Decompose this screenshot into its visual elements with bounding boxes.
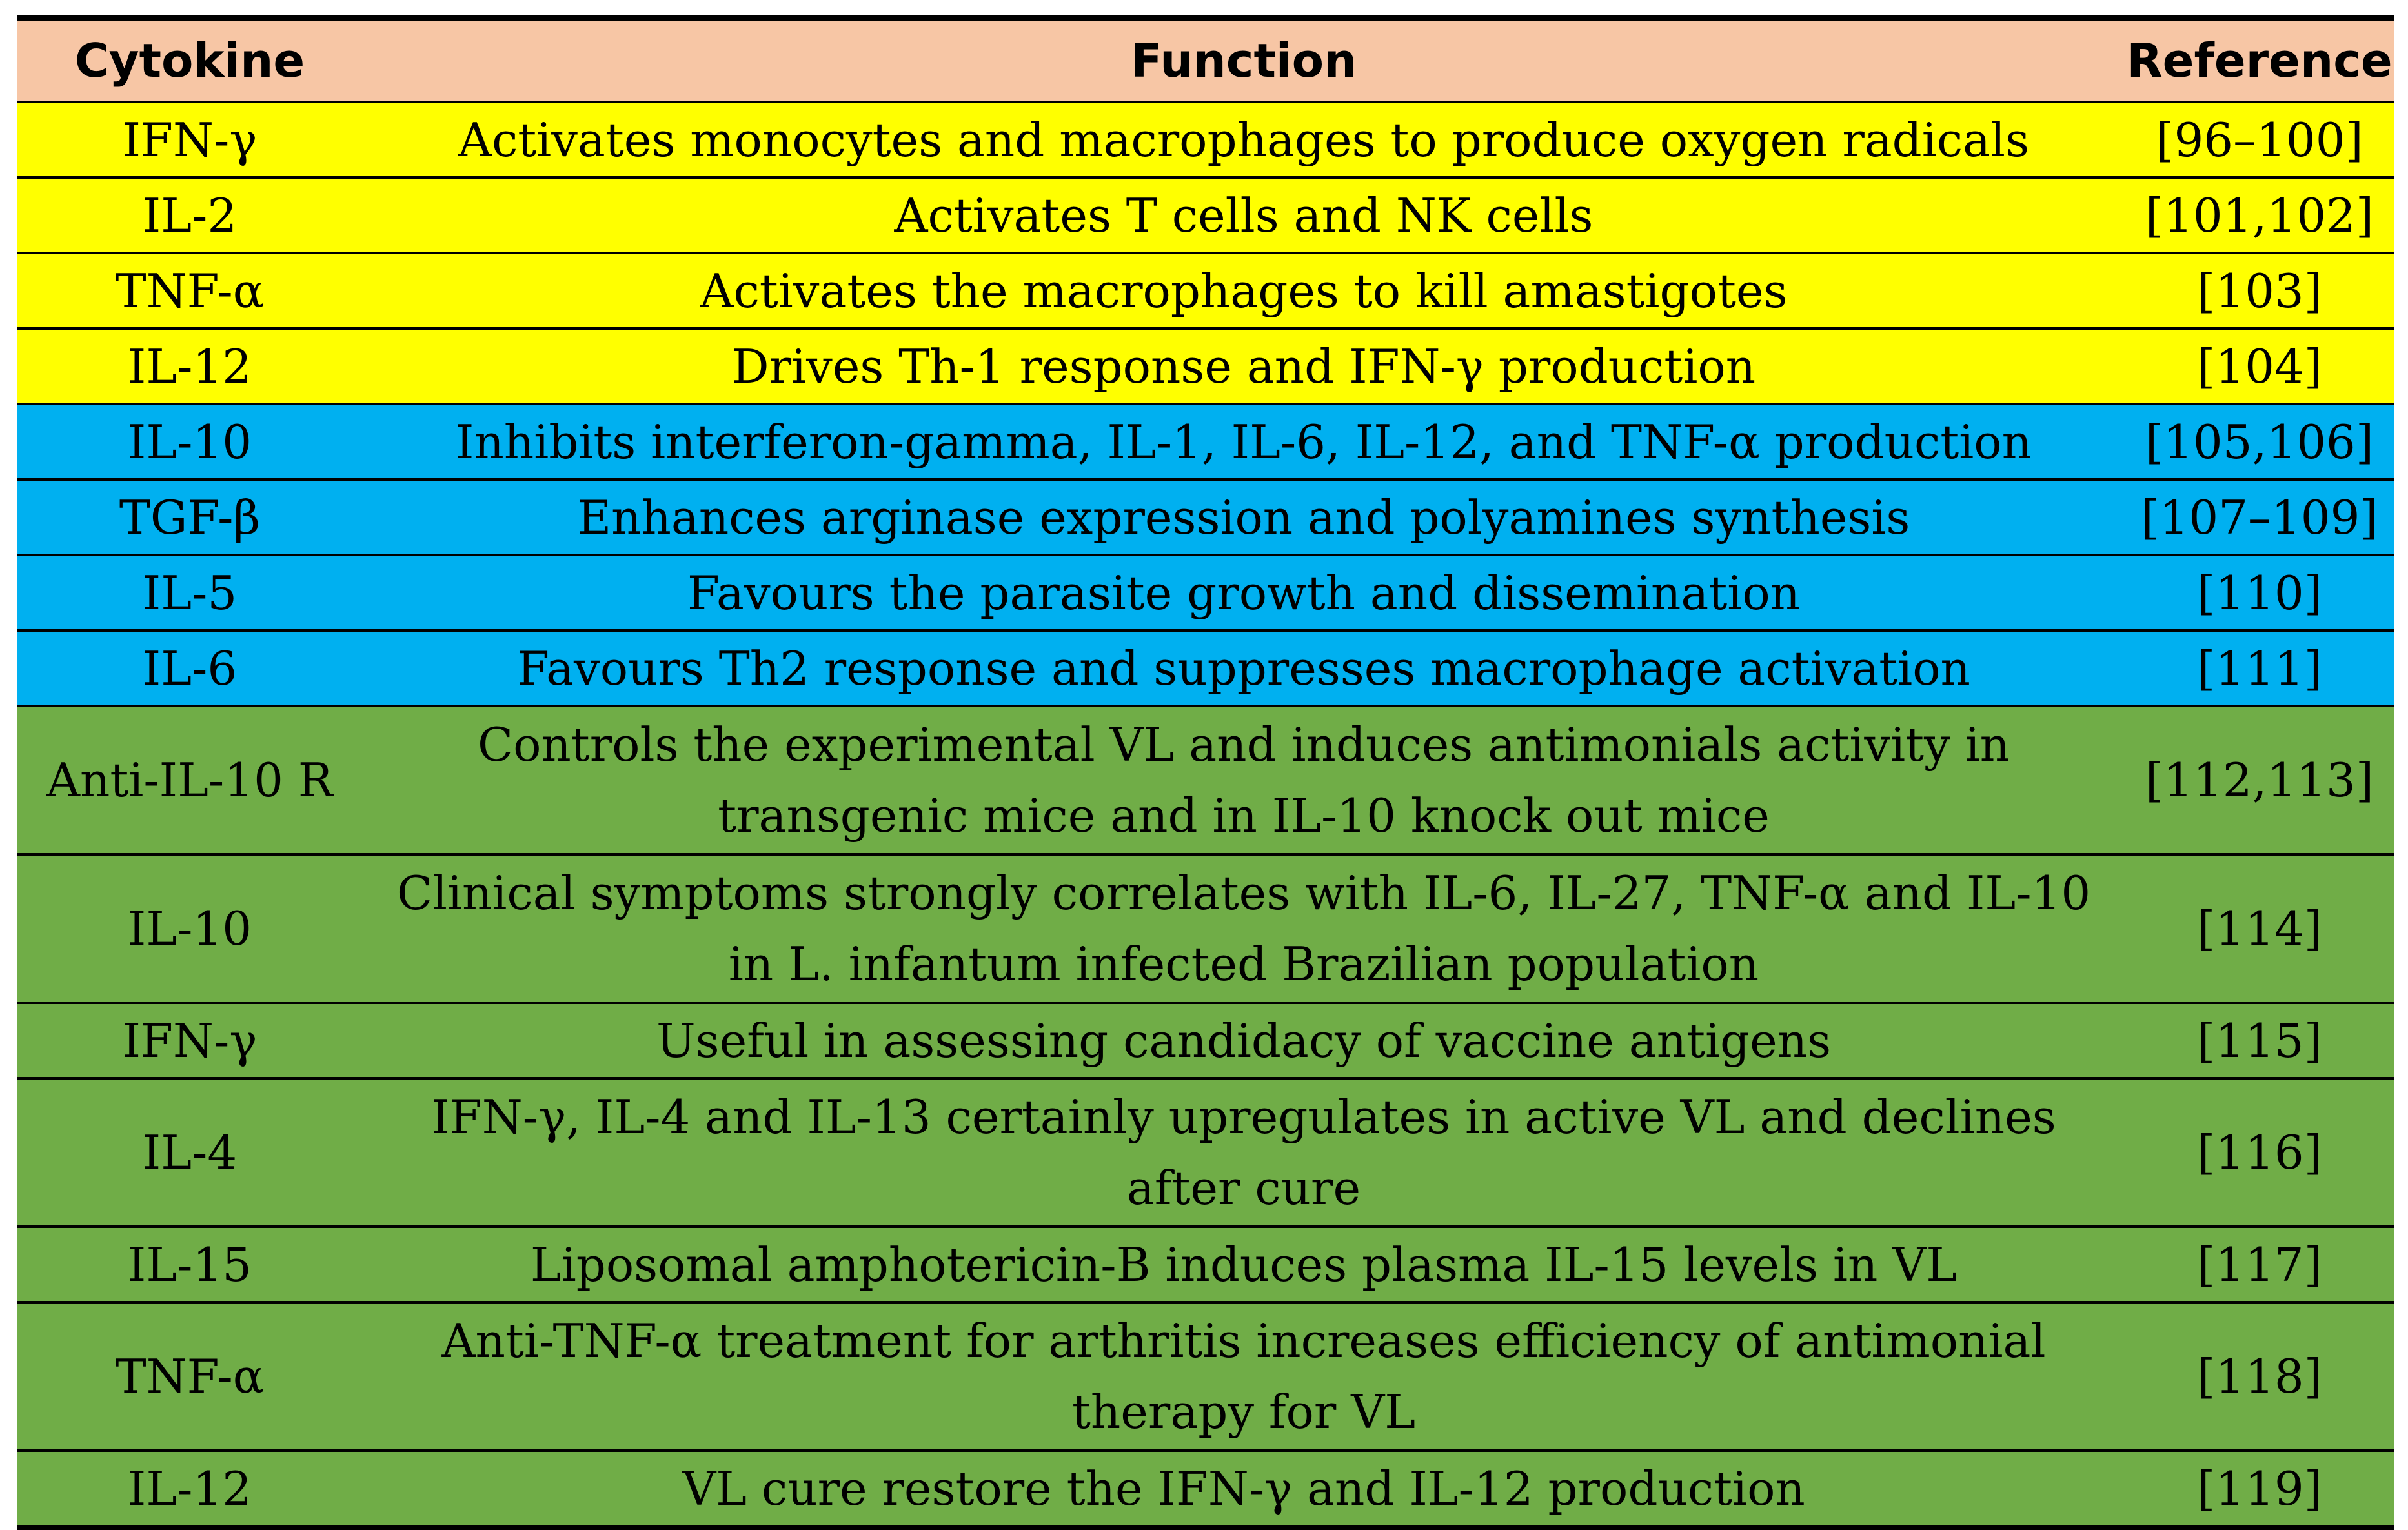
- cell-function: IFN-γ, IL-4 and IL-13 certainly upregulates in active VL and declines after cure: [363, 1078, 2125, 1227]
- cell-reference: [96–100]: [2125, 102, 2394, 177]
- cell-reference: [118]: [2125, 1302, 2394, 1451]
- table-row: [17, 479, 2394, 555]
- cytokine-table-container: [17, 15, 2394, 1530]
- table-row: [17, 1302, 2394, 1451]
- cell-function: Anti-TNF-α treatment for arthritis increases efficiency of antimonial therapy for VL: [363, 1302, 2125, 1451]
- table-row: [17, 1003, 2394, 1078]
- cell-reference: [110]: [2125, 555, 2394, 630]
- header-reference: Reference: [2127, 34, 2393, 88]
- cell-function: Favours the parasite growth and dissemination: [363, 555, 2125, 630]
- cell-reference: [112,113]: [2125, 706, 2394, 854]
- cell-reference: [114]: [2125, 854, 2394, 1003]
- table-row: [17, 555, 2394, 630]
- cell-function: Activates monocytes and macrophages to produce oxygen radicals: [363, 102, 2125, 177]
- cell-function: Liposomal amphotericin-B induces plasma IL-15 levels in VL: [363, 1227, 2125, 1302]
- cell-cytokine: IL-5: [17, 555, 363, 630]
- cell-reference: [115]: [2125, 1003, 2394, 1078]
- cell-cytokine: IL-12: [17, 328, 363, 404]
- cell-cytokine: TNF-α: [17, 253, 363, 328]
- cell-function: Drives Th-1 response and IFN-γ production: [363, 328, 2125, 404]
- header-row: [17, 18, 2394, 102]
- table-body: [17, 102, 2394, 1527]
- cell-cytokine: IL-6: [17, 630, 363, 706]
- cytokine-table: [17, 15, 2394, 1530]
- cell-cytokine: IL-12: [17, 1451, 363, 1527]
- cell-cytokine: IL-2: [17, 177, 363, 253]
- cell-function: Controls the experimental VL and induces antimonials activity in transgenic mice and in IL-10 knock out mice: [363, 706, 2125, 854]
- cell-reference: [111]: [2125, 630, 2394, 706]
- table-row: [17, 404, 2394, 479]
- cell-reference: [107–109]: [2125, 479, 2394, 555]
- table-row: [17, 854, 2394, 1003]
- cell-cytokine: IFN-γ: [17, 1003, 363, 1078]
- cell-function: Activates T cells and NK cells: [363, 177, 2125, 253]
- header-function: Function: [1130, 34, 1357, 88]
- table-row: [17, 328, 2394, 404]
- cell-cytokine: TNF-α: [17, 1302, 363, 1451]
- cell-cytokine: IL-10: [17, 404, 363, 479]
- cell-cytokine: TGF-β: [17, 479, 363, 555]
- cell-reference: [117]: [2125, 1227, 2394, 1302]
- table-row: [17, 706, 2394, 854]
- cell-reference: [105,106]: [2125, 404, 2394, 479]
- cell-function: Activates the macrophages to kill amastigotes: [363, 253, 2125, 328]
- table-header: [17, 18, 2394, 102]
- cell-reference: [104]: [2125, 328, 2394, 404]
- cell-cytokine: IL-4: [17, 1078, 363, 1227]
- table-row: [17, 1078, 2394, 1227]
- cell-cytokine: Anti-IL-10 R: [17, 706, 363, 854]
- table-row: [17, 1227, 2394, 1302]
- cell-function: Useful in assessing candidacy of vaccine antigens: [363, 1003, 2125, 1078]
- cell-cytokine: IFN-γ: [17, 102, 363, 177]
- cell-cytokine: IL-15: [17, 1227, 363, 1302]
- cell-reference: [119]: [2125, 1451, 2394, 1527]
- table-row: [17, 1451, 2394, 1527]
- table-row: [17, 102, 2394, 177]
- header-cytokine: Cytokine: [74, 34, 305, 88]
- cell-reference: [101,102]: [2125, 177, 2394, 253]
- table-row: [17, 177, 2394, 253]
- cell-reference: [103]: [2125, 253, 2394, 328]
- cell-function: VL cure restore the IFN-γ and IL-12 production: [363, 1451, 2125, 1527]
- table-row: [17, 630, 2394, 706]
- cell-function: Inhibits interferon-gamma, IL-1, IL-6, IL-12, and TNF-α production: [363, 404, 2125, 479]
- table-row: [17, 253, 2394, 328]
- cell-function: Clinical symptoms strongly correlates with IL-6, IL-27, TNF-α and IL-10 in L. infantum infected Brazilian population: [363, 854, 2125, 1003]
- cell-cytokine: IL-10: [17, 854, 363, 1003]
- cell-function: Favours Th2 response and suppresses macrophage activation: [363, 630, 2125, 706]
- cell-reference: [116]: [2125, 1078, 2394, 1227]
- cell-function: Enhances arginase expression and polyamines synthesis: [363, 479, 2125, 555]
